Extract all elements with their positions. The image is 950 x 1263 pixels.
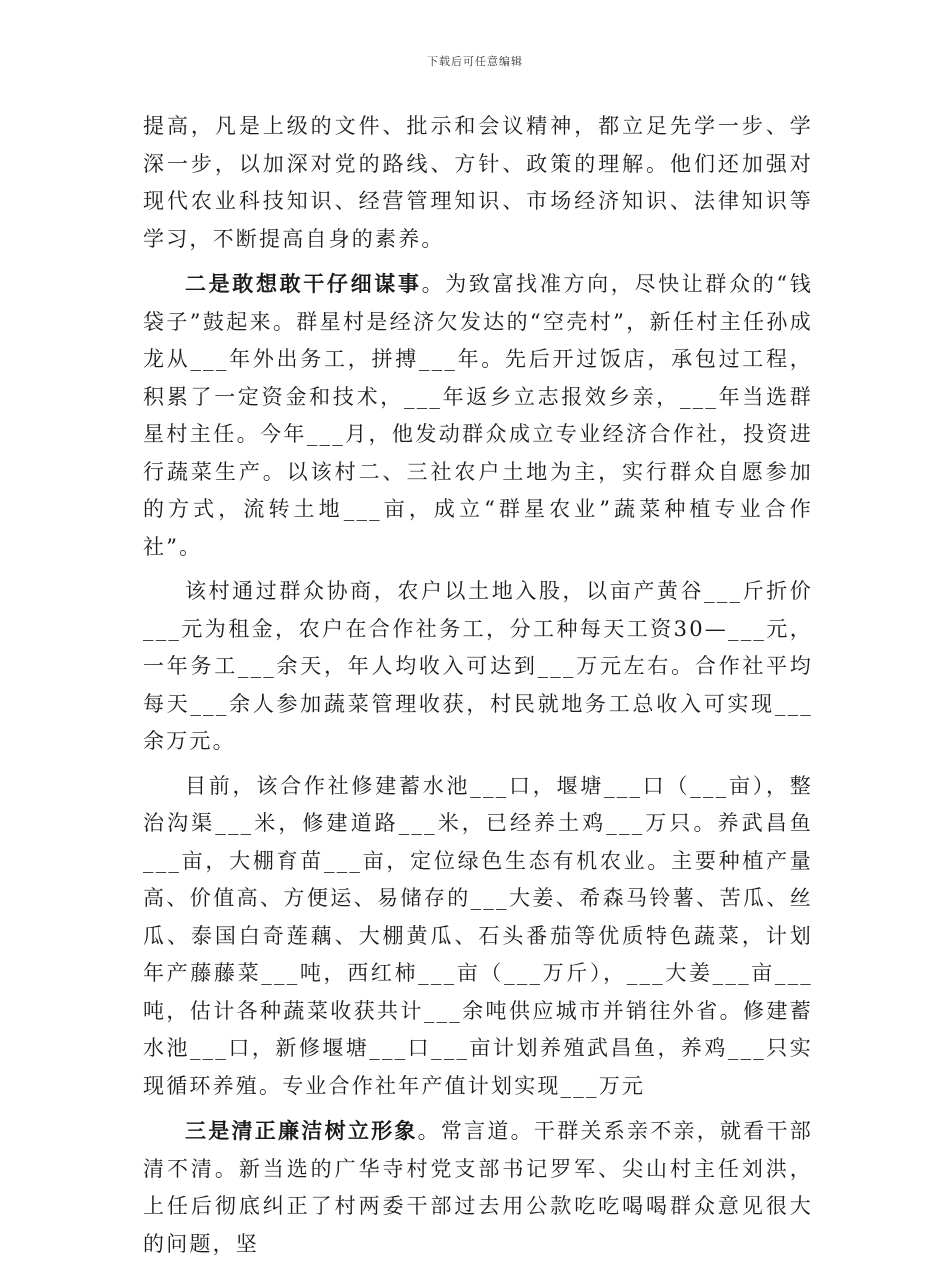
paragraph-5-body: 。常言道。干群关系亲不亲，就看干部清不清。新当选的广华寺村党支部书记罗军、尖山村主任刘洪，上任后彻底纠正了村两委干部过去用公款吃吃喝喝群众意见很大的问题，坚 (143, 1119, 814, 1256)
page-header-note: 下载后可任意编辑 (427, 55, 523, 68)
paragraph-5-heading: 三是清正廉洁树立形象 (185, 1118, 418, 1143)
paragraph-4: 目前，该合作社修建蓄水池___口，堰塘___口（___亩），整治沟渠___米，修建道路___米，已经养土鸡___万只。养武昌鱼___亩，大棚育苗___亩，定位绿色生态有机农业。主要种植产量高、价值高、方便运、易储存的___大姜、希森马铃薯、苦瓜、丝瓜、泰国白奇莲藕、大棚黄瓜、石头番茄等优质特色蔬菜，计划年产藤藤菜___吨，西红柿___亩（___万斤），___大姜___亩___吨，估计各种蔬菜收获共计___余吨供应城市并销往外省。修建蓄水池___口，新修堰塘___口___亩计划养殖武昌鱼，养鸡___只实现循环养殖。专业合作社年产值计划实现___万元 (143, 773, 813, 1098)
paragraph-2-heading: 二是敢想敢干仔细谋事 (185, 271, 422, 296)
paragraph-5 (143, 1112, 813, 1263)
paragraph-2 (143, 265, 813, 566)
document-body (143, 108, 813, 1263)
paragraph-3: 该村通过群众协商，农户以土地入股，以亩产黄谷___斤折价___元为租金，农户在合作社务工，分工种每天工资30—___元，一年务工___余天，年人均收入可达到___万元左右。合作社平均每天___余人参加蔬菜管理收获，村民就地务工总收入可实现___余万元。 (143, 579, 813, 753)
paragraph-1: 提高，凡是上级的文件、批示和会议精神，都立足先学一步、学深一步，以加深对党的路线、方针、政策的理解。他们还加强对现代农业科技知识、经营管理知识、市场经济知识、法律知识等学习，不断提高自身的素养。 (143, 114, 813, 251)
paragraph-2-body: 。为致富找准方向，尽快让群众的“钱袋子”鼓起来。群星村是经济欠发达的“空壳村”，新任村主任孙成龙从___年外出务工，拼搏___年。先后开过饭店，承包过工程，积累了一定资金和技术，___年返乡立志报效乡亲，___年当选群星村主任。今年___月，他发动群众成立专业经济合作社，投资进行蔬菜生产。以该村二、三社农户土地为主，实行群众自愿参加的方式，流转土地___亩，成立“群星农业”蔬菜种植专业合作社”。 (143, 272, 813, 559)
